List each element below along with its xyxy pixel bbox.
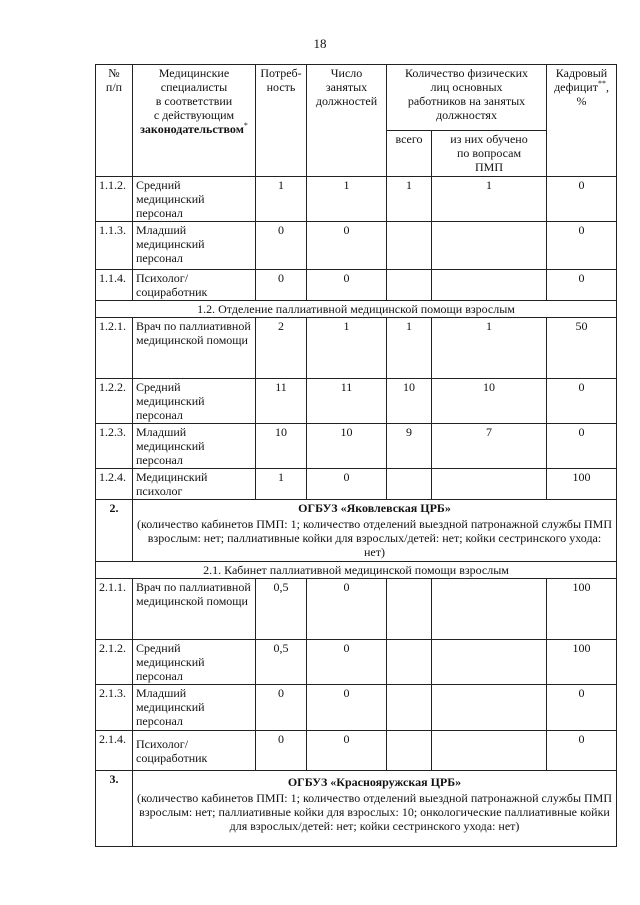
row-trained: 10 bbox=[432, 379, 547, 424]
row-need: 0 bbox=[256, 270, 307, 301]
row-specialist: Психолог/ социработник bbox=[133, 270, 256, 301]
row-specialist: Средний медицинский персонал bbox=[133, 640, 256, 685]
header-number: № п/п bbox=[96, 65, 133, 177]
row-need: 0 bbox=[256, 731, 307, 771]
organization-description: (количество кабинетов ПМП: 1; количество отделений выездной патронажной службы ПМП взрослым: нет; паллиативные койки для взрослых: 10; онкологические паллиативные койки для взрослых/детей: нет; койки сестринского ухода: нет) bbox=[136, 791, 613, 833]
table-row bbox=[96, 177, 617, 222]
row-trained: 1 bbox=[432, 177, 547, 222]
row-number: 2.1.4. bbox=[96, 731, 133, 771]
section-title: 2.1. Кабинет паллиативной медицинской помощи взрослым bbox=[96, 562, 617, 579]
row-specialist: Младший медицинский персонал bbox=[133, 424, 256, 469]
row-number: 2.1.3. bbox=[96, 685, 133, 731]
org-number: 2. bbox=[96, 500, 133, 562]
row-total: 9 bbox=[387, 424, 432, 469]
row-positions: 11 bbox=[307, 379, 387, 424]
organization-block bbox=[133, 500, 617, 562]
row-trained: 1 bbox=[432, 318, 547, 379]
table-row bbox=[96, 318, 617, 379]
row-trained bbox=[432, 270, 547, 301]
row-need: 2 bbox=[256, 318, 307, 379]
row-total bbox=[387, 731, 432, 771]
row-number: 1.1.2. bbox=[96, 177, 133, 222]
row-deficit: 0 bbox=[547, 177, 617, 222]
row-deficit: 0 bbox=[547, 379, 617, 424]
row-deficit: 0 bbox=[547, 222, 617, 270]
organization-title: ОГБУЗ «Яковлевская ЦРБ» bbox=[298, 501, 451, 515]
row-positions: 1 bbox=[307, 177, 387, 222]
row-deficit: 0 bbox=[547, 731, 617, 771]
row-trained: 7 bbox=[432, 424, 547, 469]
row-need: 1 bbox=[256, 469, 307, 500]
table-row bbox=[96, 469, 617, 500]
header-trained: из них обучено по вопросам ПМП bbox=[432, 131, 547, 177]
row-specialist: Младший медицинский персонал bbox=[133, 685, 256, 731]
org-number: 3. bbox=[96, 771, 133, 847]
header-specialists: Медицинские специалисты в соответствии с действующим законодательством* bbox=[133, 65, 256, 177]
row-number: 1.2.3. bbox=[96, 424, 133, 469]
row-need: 0,5 bbox=[256, 579, 307, 640]
staffing-table bbox=[95, 64, 617, 847]
row-total bbox=[387, 685, 432, 731]
row-total: 1 bbox=[387, 318, 432, 379]
table-row bbox=[96, 379, 617, 424]
row-specialist: Врач по паллиативной медицинской помощи bbox=[133, 318, 256, 379]
row-deficit: 100 bbox=[547, 469, 617, 500]
row-trained bbox=[432, 731, 547, 771]
row-trained bbox=[432, 469, 547, 500]
row-deficit: 0 bbox=[547, 424, 617, 469]
row-specialist: Медицинский психолог bbox=[133, 469, 256, 500]
table-row bbox=[96, 424, 617, 469]
row-need: 0 bbox=[256, 685, 307, 731]
row-total bbox=[387, 469, 432, 500]
row-number: 1.2.4. bbox=[96, 469, 133, 500]
table-row bbox=[96, 640, 617, 685]
row-positions: 0 bbox=[307, 731, 387, 771]
row-total bbox=[387, 270, 432, 301]
row-positions: 0 bbox=[307, 270, 387, 301]
section-row bbox=[96, 301, 617, 318]
row-positions: 0 bbox=[307, 685, 387, 731]
table-row bbox=[96, 685, 617, 731]
row-specialist: Врач по паллиативной медицинской помощи bbox=[133, 579, 256, 640]
organization-row bbox=[96, 771, 617, 847]
organization-description: (количество кабинетов ПМП: 1; количество отделений выездной патронажной службы ПМП взрослым: нет; паллиативные койки для взрослых/детей: нет; койки сестринского ухода: нет) bbox=[136, 517, 613, 559]
table-row bbox=[96, 731, 617, 771]
page-number: 18 bbox=[313, 36, 327, 51]
row-positions: 0 bbox=[307, 469, 387, 500]
section-row bbox=[96, 562, 617, 579]
row-positions: 1 bbox=[307, 318, 387, 379]
row-deficit: 100 bbox=[547, 579, 617, 640]
row-deficit: 0 bbox=[547, 270, 617, 301]
header-need: Потреб- ность bbox=[256, 65, 307, 177]
row-deficit: 0 bbox=[547, 685, 617, 731]
row-positions: 0 bbox=[307, 640, 387, 685]
row-trained bbox=[432, 685, 547, 731]
row-need: 0,5 bbox=[256, 640, 307, 685]
table-row bbox=[96, 270, 617, 301]
header-total: всего bbox=[387, 131, 432, 177]
section-title: 1.2. Отделение паллиативной медицинской помощи взрослым bbox=[96, 301, 617, 318]
row-number: 1.1.3. bbox=[96, 222, 133, 270]
row-specialist: Младший медицинский персонал bbox=[133, 222, 256, 270]
header-persons: Количество физических лиц основных работников на занятых должностях bbox=[387, 65, 547, 131]
row-deficit: 100 bbox=[547, 640, 617, 685]
organization-row bbox=[96, 500, 617, 562]
row-number: 2.1.2. bbox=[96, 640, 133, 685]
row-total: 1 bbox=[387, 177, 432, 222]
row-positions: 10 bbox=[307, 424, 387, 469]
table-row bbox=[96, 222, 617, 270]
row-specialist: Средний медицинский персонал bbox=[133, 379, 256, 424]
row-total bbox=[387, 640, 432, 685]
table-row bbox=[96, 579, 617, 640]
row-need: 0 bbox=[256, 222, 307, 270]
organization-title: ОГБУЗ «Краснояружская ЦРБ» bbox=[287, 775, 462, 789]
row-specialist: Психолог/ социработник bbox=[133, 731, 256, 771]
row-need: 11 bbox=[256, 379, 307, 424]
row-total bbox=[387, 222, 432, 270]
row-need: 10 bbox=[256, 424, 307, 469]
row-number: 1.2.2. bbox=[96, 379, 133, 424]
header-deficit: Кадровый дефицит**, % bbox=[547, 65, 617, 177]
row-deficit: 50 bbox=[547, 318, 617, 379]
row-trained bbox=[432, 222, 547, 270]
row-trained bbox=[432, 640, 547, 685]
row-number: 1.2.1. bbox=[96, 318, 133, 379]
row-need: 1 bbox=[256, 177, 307, 222]
row-positions: 0 bbox=[307, 579, 387, 640]
row-number: 2.1.1. bbox=[96, 579, 133, 640]
row-trained bbox=[432, 579, 547, 640]
row-total bbox=[387, 579, 432, 640]
table-header bbox=[96, 65, 617, 177]
row-positions: 0 bbox=[307, 222, 387, 270]
row-number: 1.1.4. bbox=[96, 270, 133, 301]
row-total: 10 bbox=[387, 379, 432, 424]
header-positions: Число занятых должностей bbox=[307, 65, 387, 177]
organization-block bbox=[133, 771, 617, 847]
row-specialist: Средний медицинский персонал bbox=[133, 177, 256, 222]
